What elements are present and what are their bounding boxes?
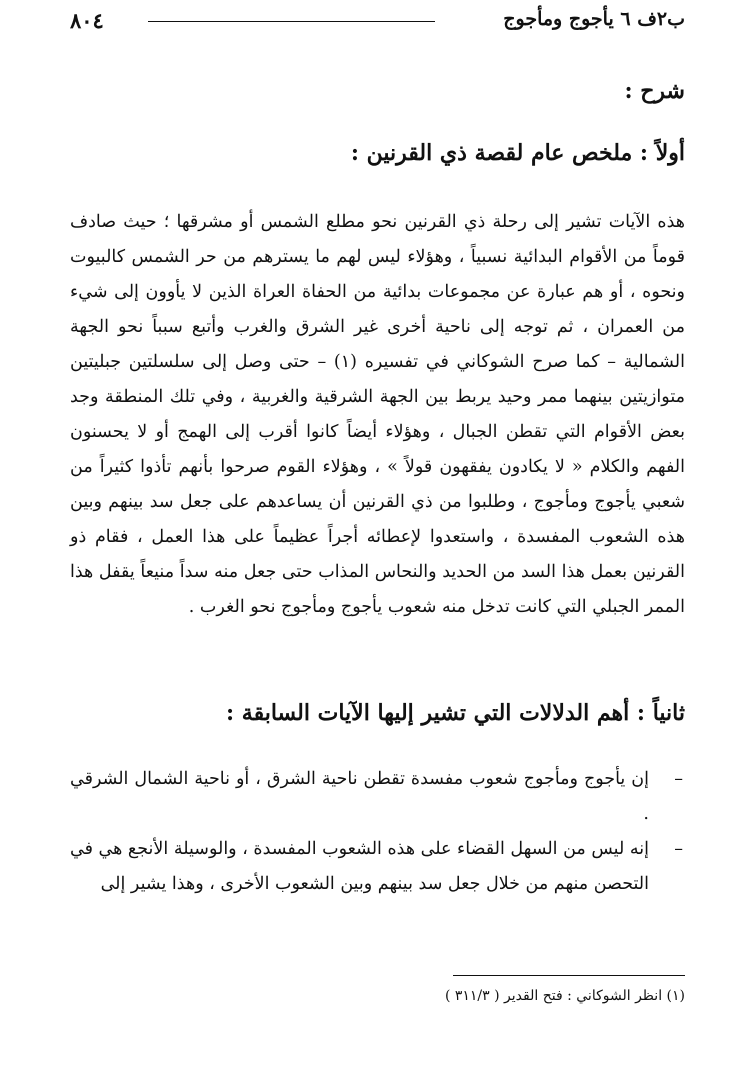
sharh-label: شرح : (624, 78, 685, 104)
list-item (70, 762, 685, 832)
running-header-title: ب٢ف ٦ يأجوج ومأجوج (503, 8, 685, 30)
footnote: (١) انظر الشوكاني : فتح القدير ( ٣١١/٣ ) (444, 988, 685, 1004)
section-1-heading: أولاً : ملخص عام لقصة ذي القرنين : (350, 140, 685, 166)
page-header (70, 8, 685, 38)
list-dash: – (674, 769, 683, 789)
list-item-text: إن يأجوج ومأجوج شعوب مفسدة تقطن ناحية الشرق ، أو ناحية الشمال الشرقي . (70, 769, 649, 824)
footnote-rule (453, 975, 685, 976)
list-item (70, 832, 685, 902)
list-dash: – (674, 839, 683, 859)
section-2-heading: ثانياً : أهم الدلالات التي تشير إليها الآيات السابقة : (226, 700, 685, 726)
header-rule (148, 21, 435, 22)
section-1-paragraph: هذه الآيات تشير إلى رحلة ذي القرنين نحو مطلع الشمس أو مشرقها ؛ حيث صادف قوماً من الأقوام البدائية نسبياً ، وهؤلاء ليس لهم ما يسترهم من حر الشمس كالبيوت ونحوه ، أو هم عبارة عن مجموعات بدائية من الحفاة العراة الذين لا يأوون إلى شيء من العمران ، ثم توجه إلى ناحية أخرى غير الشرق والغرب وأتبع سبباً نحو الجهة الشمالية – كما صرح الشوكاني في تفسيره (١) – حتى وصل إلى سلسلتين جبليتين متوازيتين بينهما ممر وحيد يربط بين الجهة الشرقية والغربية ، وفي تلك المنطقة وجد بعض الأقوام التي تقطن الجبال ، وهؤلاء أيضاً كانوا أقرب إلى الهمج أو لا يحسنون الفهم والكلام « لا يكادون يفقهون قولاً » ، وهؤلاء القوم صرحوا بأنهم تأذوا كثيراً من شعبي يأجوج ومأجوج ، وطلبوا من ذي القرنين أن يساعدهم على جعل سد بينهم وبين هذه الشعوب المفسدة ، واستعدوا لإعطائه أجراً عظيماً على هذا العمل ، فقام ذو القرنين بعمل هذا السد من الحديد والنحاس المذاب حتى جعل منه سداً منيعاً يقفل هذا الممر الجبلي التي كانت تدخل منه شعوب يأجوج ومأجوج نحو الغرب . (70, 212, 685, 617)
section-2-list (70, 762, 685, 902)
page-number: ٨٠٤ (70, 8, 104, 33)
list-item-text: إنه ليس من السهل القضاء على هذه الشعوب المفسدة ، والوسيلة الأنجع هي في التحصن منهم من خلال جعل سد بينهم وبين الشعوب الأخرى ، وهذا يشير إلى (70, 839, 649, 894)
